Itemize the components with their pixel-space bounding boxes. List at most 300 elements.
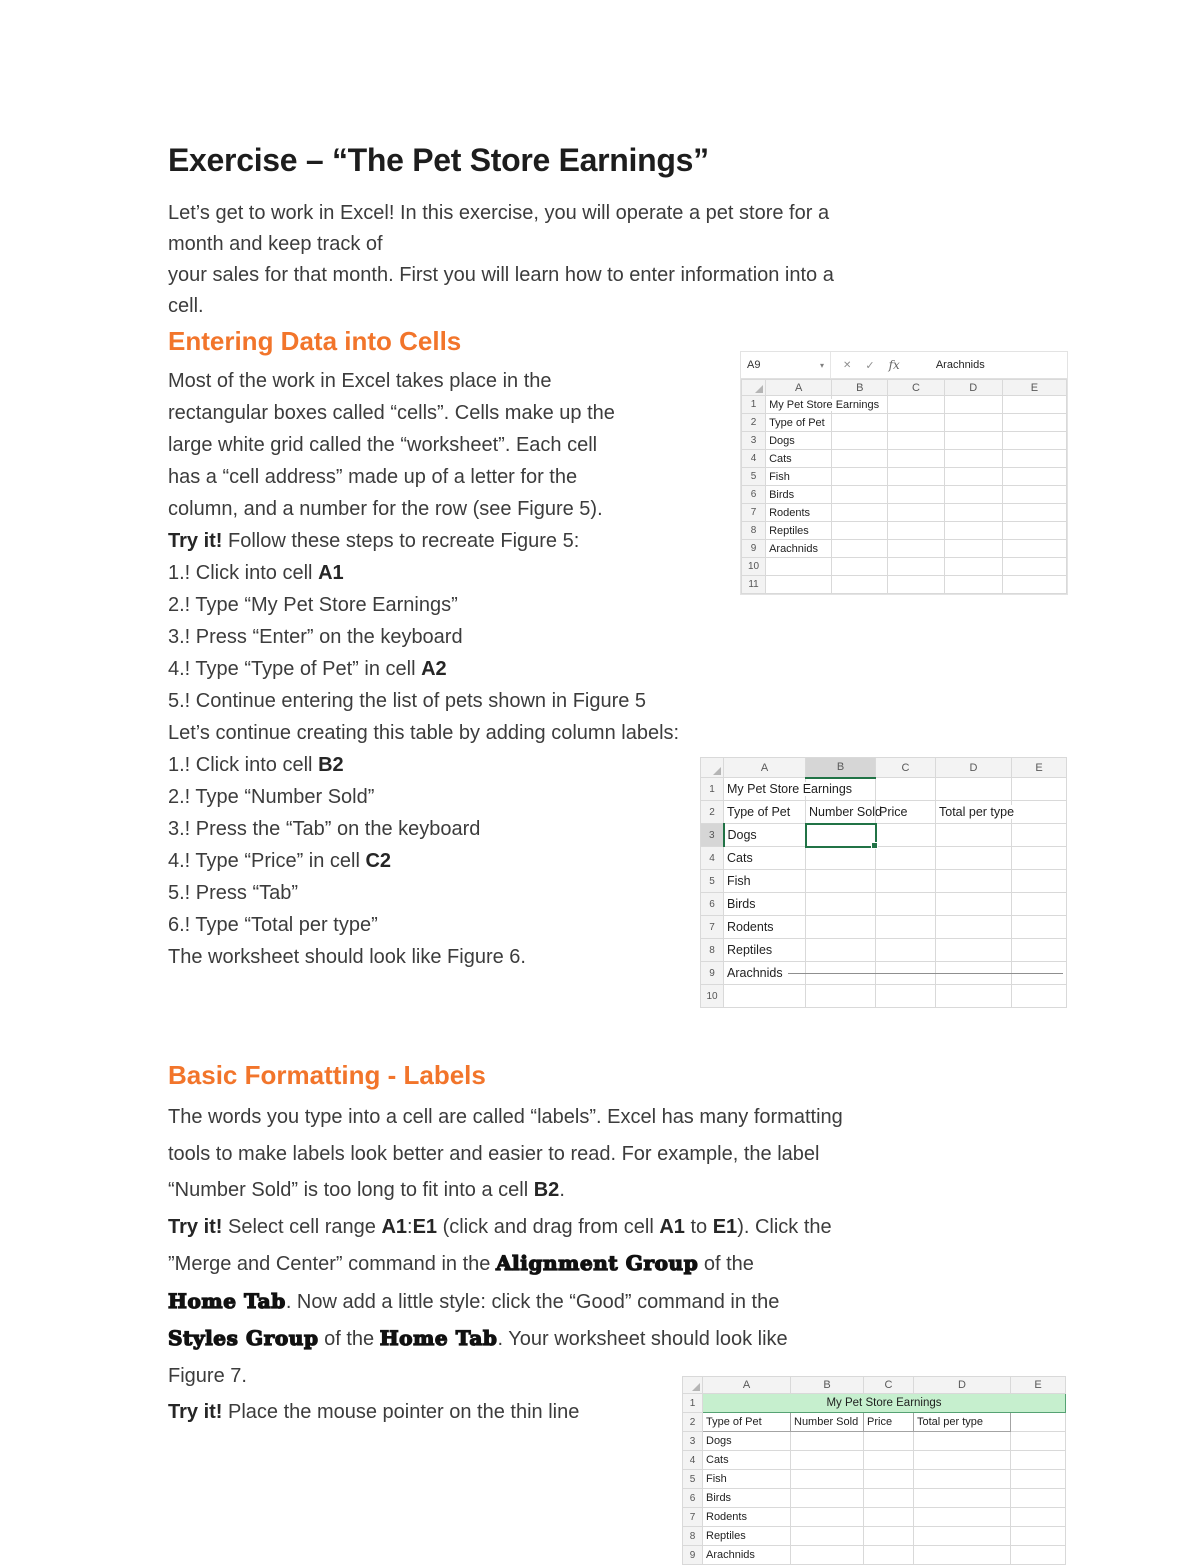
grid-cell [944, 414, 1002, 432]
row-number: 3 [683, 1432, 703, 1451]
sheet-row [701, 801, 1067, 824]
grid-cell [864, 1470, 914, 1489]
text-segment: The words you type into a cell are called “labels”. Excel has many formatting [168, 1106, 843, 1128]
cell [936, 801, 1015, 824]
column-header: A [724, 758, 806, 778]
row-number: 3 [742, 432, 766, 450]
row-number: 1 [683, 1394, 703, 1413]
body-line: large white grid called the “worksheet”. Each cell [168, 434, 598, 456]
grid-cell [832, 468, 888, 486]
cell: Fish [724, 870, 806, 893]
grid-cell [806, 985, 876, 1008]
section-heading-basic-formatting: Basic Formatting - Labels [168, 1060, 486, 1090]
sheet-row [742, 450, 1067, 468]
body-line: has a “cell address” made up of a letter for the [168, 466, 578, 488]
excel-grid-figure6 [700, 757, 1067, 1008]
text-segment: Try it! [168, 1401, 223, 1423]
grid-cell [888, 504, 944, 522]
grid-cell [832, 396, 888, 414]
insert-function-icon: fx [888, 358, 900, 372]
step-item [168, 621, 679, 653]
grid-cell [806, 847, 876, 870]
grid-cell [944, 522, 1002, 540]
grid-cell [806, 778, 876, 801]
sheet-row [742, 504, 1067, 522]
text-segment: 3.! Press “Enter” on the keyboard [168, 626, 463, 648]
text-segment: . Your worksheet should look like [497, 1328, 788, 1350]
grid-cell [791, 1546, 864, 1565]
grid-cell [1011, 1508, 1066, 1527]
grid-cell [914, 1527, 1011, 1546]
grid-cell [1011, 1527, 1066, 1546]
grid-cell [888, 432, 944, 450]
grid-cell [791, 1527, 864, 1546]
column-header: C [876, 758, 936, 778]
grid-cell [791, 1508, 864, 1527]
grid-cell [1012, 778, 1067, 801]
sheet-row [701, 985, 1067, 1008]
sheet-row [701, 939, 1067, 962]
sheet-row [742, 468, 1067, 486]
row-number: 9 [742, 540, 766, 558]
grid-cell [832, 576, 888, 594]
sheet-row [742, 576, 1067, 594]
grid-cell [1002, 540, 1066, 558]
grid-cell [864, 1527, 914, 1546]
sheet-row [683, 1470, 1066, 1489]
body-line [168, 1172, 843, 1209]
text-segment: “Number Sold” is too long to fit into a cell [168, 1179, 534, 1201]
cell [766, 450, 832, 468]
row-number: 8 [701, 939, 724, 962]
cell: Type of Pet [724, 801, 806, 824]
cell-text: My Pet Store Earnings [727, 782, 853, 796]
step-item [168, 781, 679, 813]
cell [766, 396, 880, 414]
grid-cell [1012, 824, 1067, 847]
cell: Reptiles [724, 939, 806, 962]
text-segment: Place the mouse pointer on the thin line [222, 1401, 580, 1423]
text-segment: 5.! Continue entering the list of pets shown in Figure 5 [168, 690, 647, 712]
grid-cell [1002, 522, 1066, 540]
cell: Dogs [703, 1432, 791, 1451]
grid-cell [936, 778, 1012, 801]
grid-cell [1012, 939, 1067, 962]
grid-cell [1012, 870, 1067, 893]
cell-text: Fish [769, 470, 790, 483]
cell: Price [876, 801, 936, 824]
row-number: 2 [683, 1413, 703, 1432]
thin-line-artifact [788, 973, 1063, 974]
column-header: B [791, 1377, 864, 1394]
try-it-line [168, 1245, 843, 1283]
grid-cell [864, 1451, 914, 1470]
row-number: 7 [701, 916, 724, 939]
cell: Rodents [703, 1508, 791, 1527]
text-segment: : [407, 1215, 413, 1238]
grid-cell [1002, 432, 1066, 450]
cell-text: Arachnids [769, 542, 818, 555]
text-segment: 6.! Type “Total per type” [168, 914, 378, 936]
grid-cell [864, 1489, 914, 1508]
section-heading-entering-data: Entering Data into Cells [168, 326, 462, 356]
text-segment: B2 [318, 754, 344, 776]
column-header: C [888, 380, 944, 396]
grid-cell [1002, 450, 1066, 468]
section-basic-formatting [168, 1060, 843, 1431]
cell [766, 540, 832, 558]
grid-cell [936, 870, 1012, 893]
intro-line: month and keep track of [168, 233, 383, 255]
sheet-row [742, 486, 1067, 504]
text-segment: C2 [365, 850, 392, 872]
row-number: 4 [701, 847, 724, 870]
row-number: 4 [742, 450, 766, 468]
row-number: 6 [683, 1489, 703, 1508]
sheet-row [701, 916, 1067, 939]
step-item [168, 557, 679, 589]
figure-6-excel-screenshot [700, 757, 1066, 1008]
grid-cell [832, 558, 888, 576]
grid-cell [876, 824, 936, 847]
cell: Arachnids [703, 1546, 791, 1565]
grid-cell [936, 824, 1012, 847]
cell: Rodents [724, 916, 806, 939]
sheet-row [701, 870, 1067, 893]
step-item [168, 845, 679, 877]
intro-paragraph [168, 198, 834, 322]
cell-text: Cats [769, 452, 792, 465]
text-segment: Styles Group [168, 1326, 319, 1350]
grid-cell [944, 486, 1002, 504]
row-number: 6 [742, 486, 766, 504]
figure-5-excel-screenshot [740, 351, 1068, 595]
grid-cell [791, 1432, 864, 1451]
excel-grid-figure5 [741, 379, 1067, 594]
cell [766, 468, 832, 486]
intro-line: Let’s get to work in Excel! In this exercise, you will operate a pet store for a [168, 202, 830, 224]
row-number: 2 [701, 801, 724, 824]
cell: Total per type [914, 1413, 1011, 1432]
cell: Reptiles [703, 1527, 791, 1546]
text-segment: E1 [412, 1215, 438, 1238]
grid-cell [876, 939, 936, 962]
sheet-row [683, 1527, 1066, 1546]
grid-cell [914, 1546, 1011, 1565]
grid-cell [832, 450, 888, 468]
grid-cell [791, 1470, 864, 1489]
grid-cell [876, 870, 936, 893]
grid-cell [888, 414, 944, 432]
name-box-value: A9 [747, 359, 761, 371]
grid-cell [944, 432, 1002, 450]
text-segment: B2 [533, 1179, 560, 1201]
step-item [168, 749, 679, 781]
text-segment: . [559, 1179, 565, 1201]
cell: Type of Pet [703, 1413, 791, 1432]
text-segment: 4.! Type “Type of Pet” in cell [168, 658, 422, 680]
cell: Birds [703, 1489, 791, 1508]
grid-cell [888, 450, 944, 468]
selected-cell [806, 824, 876, 847]
page-title: Exercise – “The Pet Store Earnings” [168, 142, 709, 178]
grid-cell [806, 870, 876, 893]
grid-cell [914, 1451, 1011, 1470]
column-header: E [1011, 1377, 1066, 1394]
step-item [168, 813, 679, 845]
chevron-down-icon: ▾ [819, 360, 824, 370]
grid-cell [888, 486, 944, 504]
grid-cell [936, 893, 1012, 916]
grid-cell [806, 939, 876, 962]
cell-text: Rodents [769, 506, 811, 519]
column-header: A [703, 1377, 791, 1394]
try-it-line [168, 1320, 843, 1358]
grid-cell [1011, 1451, 1066, 1470]
grid-cell [944, 504, 1002, 522]
step-item [168, 685, 679, 717]
grid-cell [1002, 414, 1066, 432]
text-segment: tools to make labels look better and easier to read. For example, the label [168, 1142, 820, 1165]
sheet-row [742, 540, 1067, 558]
section-entering-data [168, 326, 679, 973]
sheet-row [683, 1432, 1066, 1451]
grid-cell [876, 847, 936, 870]
grid-cell [888, 540, 944, 558]
row-number: 10 [701, 985, 724, 1008]
grid-cell [1012, 893, 1067, 916]
step-item [168, 589, 679, 621]
grid-cell [766, 576, 832, 594]
column-header: A [766, 380, 832, 396]
formula-bar-icons [843, 358, 900, 372]
text-segment: Try it! [168, 1215, 223, 1238]
excel-grid-figure7 [682, 1376, 1066, 1565]
grid-cell [944, 396, 1002, 414]
cell [766, 504, 832, 522]
cell: Cats [703, 1451, 791, 1470]
cell-text: Reptiles [769, 524, 809, 537]
try-it-line [168, 525, 679, 557]
text-segment: 2.! Type “My Pet Store Earnings” [168, 594, 458, 616]
column-header: E [1002, 380, 1066, 396]
row-number: 5 [742, 468, 766, 486]
column-header: D [936, 758, 1012, 778]
row-number: 9 [701, 962, 724, 985]
grid-cell [1011, 1413, 1066, 1432]
sheet-row [701, 893, 1067, 916]
row-number: 5 [683, 1470, 703, 1489]
cancel-icon: ✕ [843, 359, 852, 371]
sheet-row [683, 1451, 1066, 1470]
cell: Dogs [724, 824, 806, 847]
grid-cell [888, 522, 944, 540]
grid-cell [914, 1489, 1011, 1508]
sheet-row [683, 1413, 1066, 1432]
cell [724, 778, 853, 801]
intro-line: cell. [168, 295, 204, 317]
sheet-row [701, 778, 1067, 801]
select-all-corner [701, 758, 724, 778]
grid-cell [1002, 468, 1066, 486]
grid-cell [914, 1470, 1011, 1489]
grid-cell [1002, 576, 1066, 594]
name-box [741, 352, 831, 378]
body-line: Most of the work in Excel takes place in the [168, 370, 552, 392]
grid-cell [1002, 504, 1066, 522]
text-segment: A1 [659, 1215, 685, 1238]
row-number: 9 [683, 1546, 703, 1565]
grid-cell [1002, 486, 1066, 504]
step-item [168, 909, 679, 941]
sheet-row [701, 824, 1067, 847]
select-all-corner [683, 1377, 703, 1394]
grid-cell [936, 985, 1012, 1008]
column-header: D [944, 380, 1002, 396]
text-segment: of the [318, 1328, 380, 1350]
grid-cell [832, 432, 888, 450]
intro-line: your sales for that month. First you will learn how to enter information into a [168, 264, 834, 286]
text-segment: Follow these steps to recreate Figure 5: [222, 530, 580, 552]
step-item [168, 653, 679, 685]
text-segment: 4.! Type “Price” in cell [168, 850, 366, 872]
try-it-line [168, 1283, 843, 1321]
grid-cell [876, 916, 936, 939]
text-segment: E1 [712, 1215, 738, 1238]
figure-7-excel-screenshot [682, 1376, 1065, 1565]
excel-formula-toolbar [741, 352, 1067, 379]
column-header-selected: B [806, 758, 876, 778]
grid-cell [1012, 801, 1067, 824]
grid-cell [944, 576, 1002, 594]
grid-cell [1012, 847, 1067, 870]
body-line: Let’s continue creating this table by adding column labels: [168, 722, 680, 744]
grid-cell [832, 540, 888, 558]
row-number: 1 [742, 396, 766, 414]
text-segment: Home Tab [379, 1326, 498, 1350]
sheet-row [683, 1489, 1066, 1508]
text-segment: 5.! Press “Tab” [168, 882, 299, 904]
cell: Cats [724, 847, 806, 870]
enter-icon: ✓ [865, 359, 875, 372]
text-segment: 1.! Click into cell [168, 562, 319, 584]
text-segment: 2.! Type “Number Sold” [168, 786, 375, 808]
grid-cell [914, 1432, 1011, 1451]
column-header-row [683, 1377, 1066, 1394]
sheet-row [742, 558, 1067, 576]
grid-cell [724, 985, 806, 1008]
grid-cell [936, 939, 1012, 962]
cell: Fish [703, 1470, 791, 1489]
text-segment: Figure 7. [168, 1364, 247, 1387]
formula-bar-value: Arachnids [935, 359, 985, 371]
body-line: The worksheet should look like Figure 6. [168, 946, 526, 968]
text-segment: (click and drag from cell [437, 1215, 660, 1238]
step-item [168, 877, 679, 909]
text-segment: Alignment Group [495, 1251, 699, 1275]
sheet-row [683, 1546, 1066, 1565]
grid-cell [832, 522, 888, 540]
row-number-selected: 3 [701, 824, 724, 847]
grid-cell [766, 558, 832, 576]
grid-cell [1012, 916, 1067, 939]
cell [766, 522, 832, 540]
sheet-row [742, 396, 1067, 414]
merged-title-cell: My Pet Store Earnings [703, 1394, 1066, 1413]
row-number: 6 [701, 893, 724, 916]
text-segment: A1 [381, 1215, 408, 1238]
text-segment: of the [698, 1253, 754, 1275]
text-segment: Select cell range [222, 1215, 382, 1238]
try-it-line [168, 1209, 843, 1246]
row-number: 5 [701, 870, 724, 893]
column-header-row [701, 758, 1067, 778]
text-segment: A1 [318, 562, 344, 584]
body-line: column, and a number for the row (see Figure 5). [168, 498, 603, 520]
grid-cell [832, 486, 888, 504]
cell: Number Sold [791, 1413, 864, 1432]
body-line [168, 1136, 843, 1173]
grid-cell [876, 985, 936, 1008]
grid-cell [876, 778, 936, 801]
grid-cell [791, 1451, 864, 1470]
sheet-row [683, 1394, 1066, 1413]
cell [766, 486, 832, 504]
grid-cell [1011, 1546, 1066, 1565]
grid-cell [944, 540, 1002, 558]
text-segment: ”Merge and Center” command in the [168, 1253, 496, 1275]
grid-cell [864, 1432, 914, 1451]
text-segment: 1.! Click into cell [168, 754, 319, 776]
cell: Birds [724, 893, 806, 916]
row-number: 1 [701, 778, 724, 801]
sheet-row [742, 522, 1067, 540]
cell-text: My Pet Store Earnings [769, 398, 880, 411]
cell-text: Type of Pet [769, 416, 825, 429]
cell: Price [864, 1413, 914, 1432]
sheet-row [683, 1508, 1066, 1527]
row-number: 4 [683, 1451, 703, 1470]
sheet-row [742, 432, 1067, 450]
column-header-row [742, 380, 1067, 396]
grid-cell [1002, 558, 1066, 576]
grid-cell [944, 468, 1002, 486]
cell [766, 432, 832, 450]
grid-cell [864, 1546, 914, 1565]
text-segment: ). Click the [737, 1215, 832, 1238]
column-header: E [1012, 758, 1067, 778]
sheet-row [742, 414, 1067, 432]
column-header: B [832, 380, 888, 396]
grid-cell [1011, 1432, 1066, 1451]
cell [766, 414, 832, 432]
grid-cell [832, 504, 888, 522]
cell: Number Sold [806, 801, 876, 824]
grid-cell [888, 558, 944, 576]
column-header: C [864, 1377, 914, 1394]
cell-text: Birds [769, 488, 795, 501]
grid-cell [888, 576, 944, 594]
sheet-row [701, 847, 1067, 870]
grid-cell [806, 916, 876, 939]
body-line [168, 1099, 843, 1136]
text-segment: Try it! [168, 530, 223, 552]
grid-cell [1011, 1489, 1066, 1508]
row-number: 7 [742, 504, 766, 522]
grid-cell [791, 1489, 864, 1508]
grid-cell [1011, 1470, 1066, 1489]
cell-text: Dogs [769, 434, 795, 447]
